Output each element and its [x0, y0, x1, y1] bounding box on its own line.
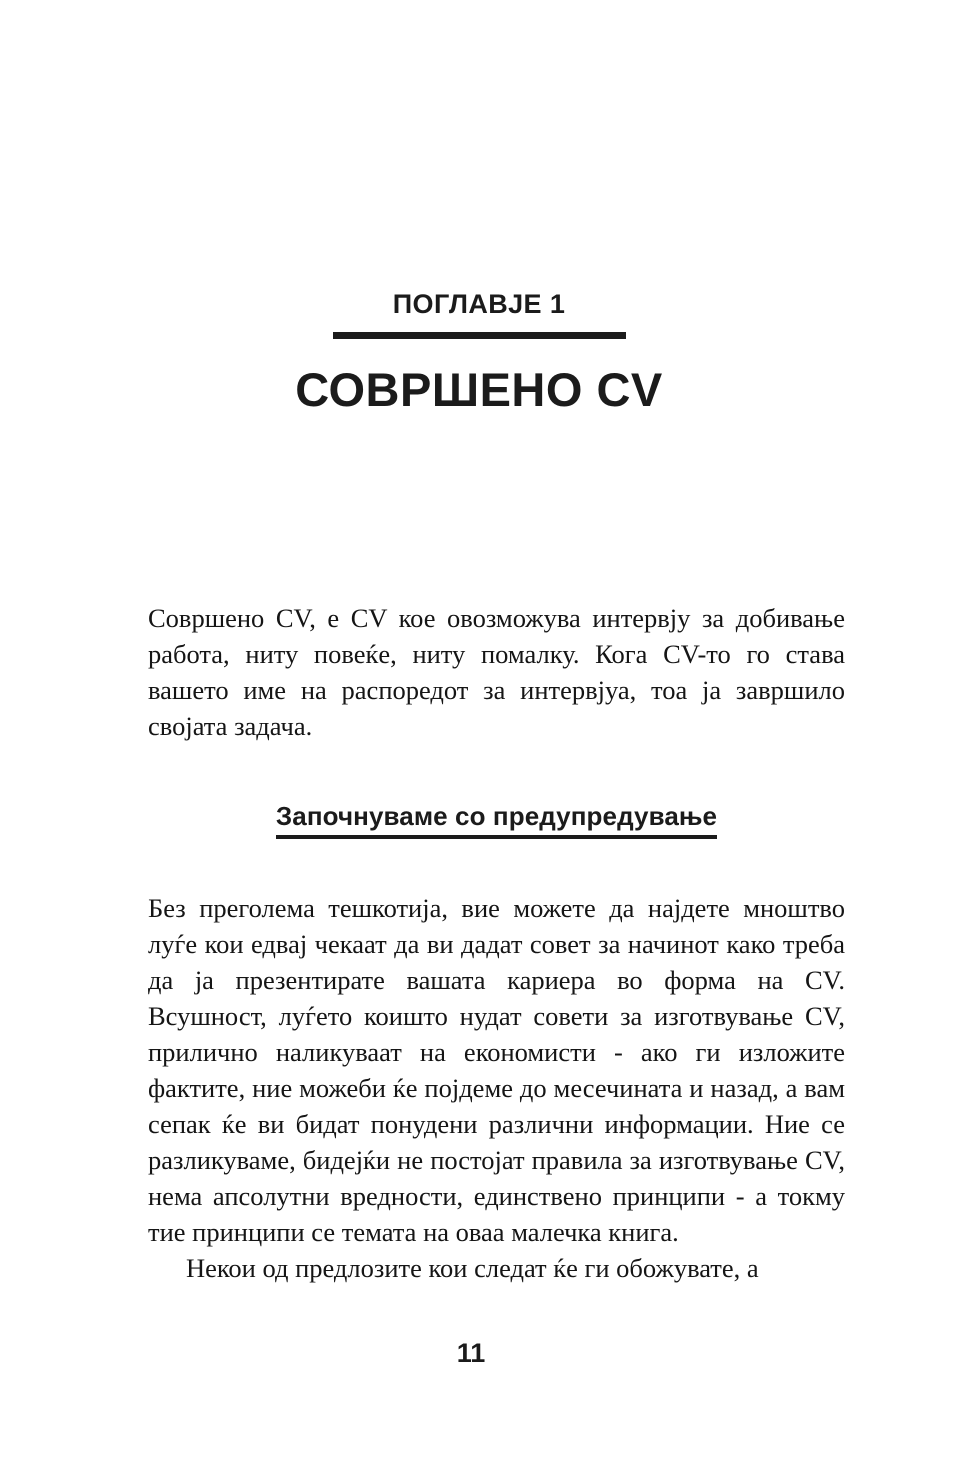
main-paragraph: Без преголема тешкотија, вие можете да најдете мноштво луѓе кои едвај чекаат да ви дадат совет за начинот како треба да ја презентирате вашата кариера во форма на CV. Всушност, луѓето коишто нудат совети за изготвување CV, прилично наликуваат на економисти - ако ги изложите фактите, ние можеби ќе појдеме до месечината и назад, а вам сепак ќе ви бидат понудени различни информации. Ние се разликуваме, бидејќи не постојат правила за изготвување CV, нема апсолутни вредности, единствено принципи - а токму тие принципи се темата на оваа малечка книга. — [148, 893, 845, 1248]
body-content — [148, 600, 845, 1286]
chapter-eyebrow-label: ПОГЛАВЈЕ 1 — [392, 289, 566, 319]
chapter-title: СОВРШЕНО CV — [295, 363, 663, 416]
section-heading: Започнуваме со предупредување — [276, 800, 717, 839]
section-heading-container — [148, 778, 845, 860]
page-number: 11 — [456, 1338, 486, 1368]
chapter-header — [0, 288, 958, 417]
continuation-paragraph: Некои од предлозите кои следат ќе ги обожувате, а — [186, 1253, 759, 1284]
intro-paragraph: Совршено CV, е CV кое овозможува интервју за добивање работа, ниту повеќе, ниту помалку. Кога CV-то го става вашето име на распоредот за интервјуа, тоа ја завршило својата задача. — [148, 603, 845, 741]
chapter-divider-rule — [333, 332, 626, 339]
